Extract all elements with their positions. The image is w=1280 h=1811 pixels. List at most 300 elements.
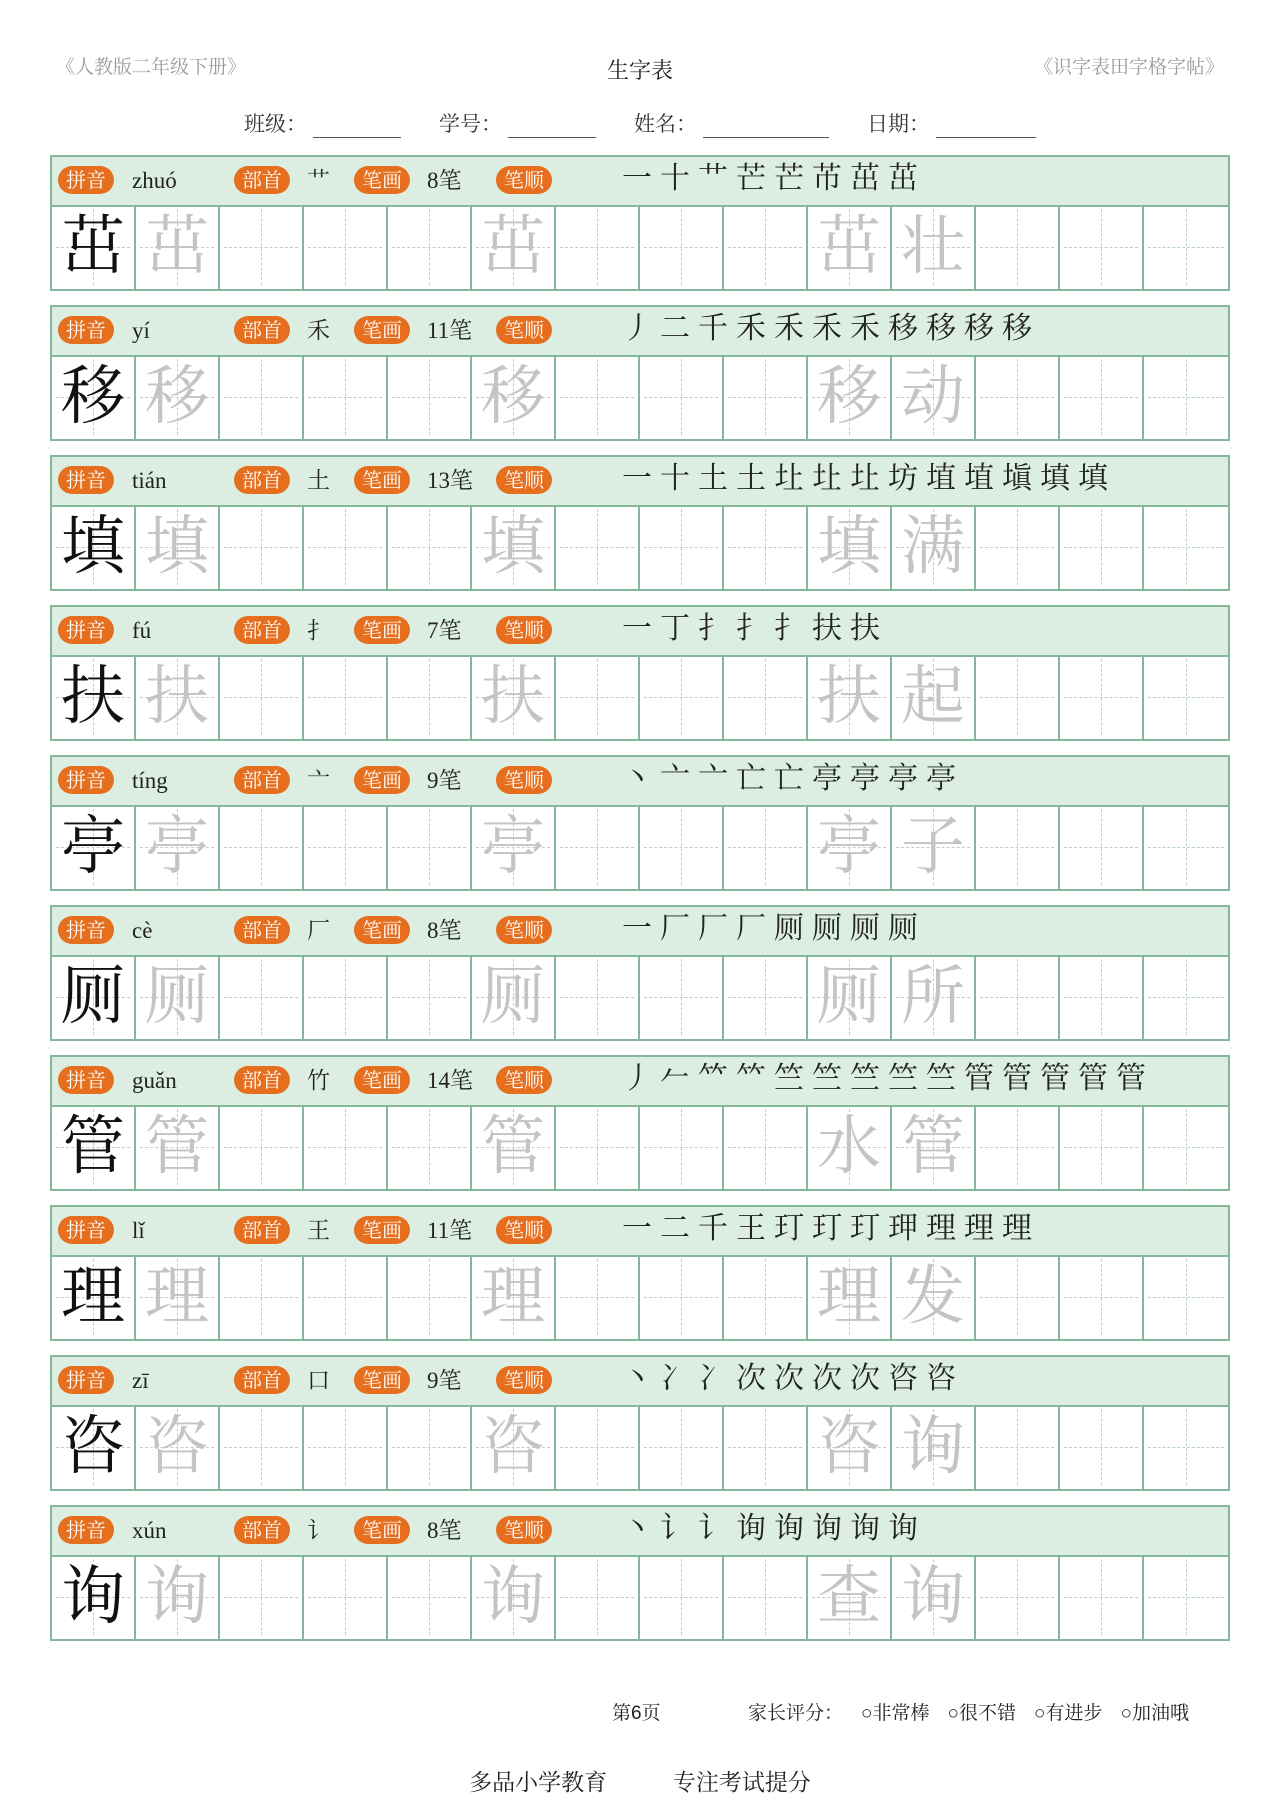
trace-character: 水	[817, 1110, 881, 1184]
practice-cell[interactable]	[388, 805, 472, 889]
strokes-tag: 笔画	[354, 766, 410, 794]
practice-cell[interactable]	[892, 805, 976, 889]
trace-character: 扶	[145, 660, 209, 734]
practice-cell[interactable]	[136, 1405, 220, 1489]
practice-cell[interactable]	[304, 505, 388, 589]
practice-cell[interactable]	[52, 1105, 136, 1189]
practice-cell[interactable]	[1144, 955, 1228, 1039]
trace-character: 发	[901, 1260, 965, 1334]
radical-value: 讠	[307, 1518, 330, 1543]
trace-character: 满	[901, 510, 965, 584]
practice-cell[interactable]	[808, 1405, 892, 1489]
trace-character: 咨	[817, 1410, 881, 1484]
practice-cell[interactable]	[808, 655, 892, 739]
stroke-order-sequence: 丶亠亠亡亡亭亭亭亭	[622, 761, 964, 796]
stroke-order-tag: 笔顺	[496, 166, 552, 194]
strokes-value: 9笔	[427, 768, 462, 793]
practice-cell[interactable]	[808, 355, 892, 439]
character-info-row	[52, 607, 1228, 657]
character-block	[50, 1055, 1230, 1191]
trace-character: 亭	[145, 810, 209, 884]
practice-cell[interactable]	[388, 1555, 472, 1639]
practice-cell[interactable]	[220, 655, 304, 739]
student-number-blank	[508, 115, 596, 138]
trace-character: 询	[901, 1560, 965, 1634]
practice-cell[interactable]	[640, 1105, 724, 1189]
practice-grid	[52, 1105, 1228, 1189]
practice-cell[interactable]	[472, 505, 556, 589]
stroke-order-tag: 笔顺	[496, 1366, 552, 1394]
pinyin-tag: 拼音	[58, 1366, 114, 1394]
trace-character: 所	[901, 960, 965, 1034]
practice-cell[interactable]	[892, 655, 976, 739]
trace-character: 填	[145, 510, 209, 584]
trace-character: 理	[145, 1260, 209, 1334]
pinyin-value: yí	[132, 318, 150, 343]
strokes-tag: 笔画	[354, 1516, 410, 1544]
practice-cell[interactable]	[1144, 1405, 1228, 1489]
practice-cell[interactable]	[304, 1555, 388, 1639]
radical-tag: 部首	[234, 1216, 290, 1244]
stroke-order-tag: 笔顺	[496, 466, 552, 494]
stroke-order-sequence: 丶冫冫次次次次咨咨	[622, 1361, 964, 1396]
name-label: 姓名：	[634, 113, 697, 136]
practice-cell[interactable]	[220, 355, 304, 439]
strokes-tag: 笔画	[354, 166, 410, 194]
practice-cell[interactable]	[136, 355, 220, 439]
practice-cell[interactable]	[52, 1405, 136, 1489]
trace-character: 移	[481, 360, 545, 434]
practice-cell[interactable]	[1060, 1555, 1144, 1639]
practice-cell[interactable]	[724, 655, 808, 739]
practice-cell[interactable]	[976, 355, 1060, 439]
date-label: 日期：	[867, 113, 930, 136]
practice-cell[interactable]	[304, 205, 388, 289]
practice-cell[interactable]	[136, 1255, 220, 1339]
trace-character: 厕	[817, 960, 881, 1034]
practice-cell[interactable]	[724, 355, 808, 439]
strokes-value: 8笔	[427, 168, 462, 193]
practice-cell[interactable]	[640, 655, 724, 739]
practice-cell[interactable]	[52, 955, 136, 1039]
practice-cell[interactable]	[556, 1255, 640, 1339]
practice-cell[interactable]	[976, 205, 1060, 289]
pinyin-value: cè	[132, 918, 153, 943]
practice-cell[interactable]	[388, 1405, 472, 1489]
practice-cell[interactable]	[472, 955, 556, 1039]
practice-cell[interactable]	[892, 1555, 976, 1639]
practice-cell[interactable]	[724, 205, 808, 289]
practice-cell[interactable]	[136, 1555, 220, 1639]
radical-tag: 部首	[234, 166, 290, 194]
practice-grid	[52, 655, 1228, 739]
practice-cell[interactable]	[1060, 1405, 1144, 1489]
practice-cell[interactable]	[1060, 355, 1144, 439]
practice-cell[interactable]	[1144, 655, 1228, 739]
radical-value: 竹	[307, 1068, 330, 1093]
radical-value: 口	[307, 1368, 330, 1393]
trace-character: 咨	[481, 1410, 545, 1484]
strokes-value: 14笔	[427, 1068, 473, 1093]
radical-value: 亠	[307, 768, 330, 793]
practice-cell[interactable]	[892, 1105, 976, 1189]
practice-cell[interactable]	[52, 505, 136, 589]
character-info-row	[52, 907, 1228, 957]
practice-cell[interactable]	[892, 505, 976, 589]
trace-character: 理	[481, 1260, 545, 1334]
character-info-row	[52, 307, 1228, 357]
practice-cell[interactable]	[724, 1555, 808, 1639]
practice-cell[interactable]	[892, 1405, 976, 1489]
practice-cell[interactable]	[976, 1405, 1060, 1489]
practice-cell[interactable]	[892, 955, 976, 1039]
character-block	[50, 305, 1230, 441]
radical-tag: 部首	[234, 766, 290, 794]
practice-cell[interactable]	[556, 1105, 640, 1189]
practice-cell[interactable]	[136, 205, 220, 289]
practice-cell[interactable]	[304, 655, 388, 739]
character-block	[50, 155, 1230, 291]
model-character: 填	[61, 510, 125, 584]
practice-cell[interactable]	[976, 505, 1060, 589]
pinyin-value: guǎn	[132, 1068, 177, 1093]
practice-cell[interactable]	[640, 1405, 724, 1489]
stroke-order-tag: 笔顺	[496, 766, 552, 794]
trace-character: 起	[901, 660, 965, 734]
trace-character: 子	[901, 810, 965, 884]
trace-character: 询	[145, 1560, 209, 1634]
model-character: 理	[61, 1260, 125, 1334]
character-info-row	[52, 157, 1228, 207]
practice-cell[interactable]	[976, 1105, 1060, 1189]
practice-cell[interactable]	[388, 655, 472, 739]
practice-cell[interactable]	[220, 1555, 304, 1639]
strokes-value: 11笔	[427, 1218, 473, 1243]
practice-cell[interactable]	[388, 1255, 472, 1339]
practice-cell[interactable]	[1144, 505, 1228, 589]
stroke-order-sequence: 丿𠂉𥫗𥫗竺竺竺竺竺管管管管管	[622, 1061, 1154, 1096]
radical-tag: 部首	[234, 1366, 290, 1394]
pinyin-tag: 拼音	[58, 466, 114, 494]
practice-cell[interactable]	[52, 355, 136, 439]
practice-cell[interactable]	[1060, 1105, 1144, 1189]
practice-cell[interactable]	[304, 355, 388, 439]
practice-cell[interactable]	[724, 1105, 808, 1189]
practice-cell[interactable]	[136, 805, 220, 889]
character-info-row	[52, 757, 1228, 807]
practice-grid	[52, 1555, 1228, 1639]
practice-cell[interactable]	[724, 1255, 808, 1339]
practice-cell[interactable]	[388, 205, 472, 289]
name-field	[634, 108, 829, 138]
practice-cell[interactable]	[52, 205, 136, 289]
pinyin-value: xún	[132, 1518, 167, 1543]
model-character: 咨	[61, 1410, 125, 1484]
practice-cell[interactable]	[220, 1405, 304, 1489]
practice-cell[interactable]	[472, 1105, 556, 1189]
practice-cell[interactable]	[556, 355, 640, 439]
practice-cell[interactable]	[52, 1255, 136, 1339]
practice-cell[interactable]	[808, 1105, 892, 1189]
practice-cell[interactable]	[304, 1405, 388, 1489]
practice-cell[interactable]	[388, 1105, 472, 1189]
trace-character: 厕	[481, 960, 545, 1034]
trace-character: 理	[817, 1260, 881, 1334]
footer-brand	[0, 1764, 1280, 1797]
practice-cell[interactable]	[808, 205, 892, 289]
trace-character: 茁	[817, 210, 881, 284]
stroke-order-tag: 笔顺	[496, 316, 552, 344]
trace-character: 移	[817, 360, 881, 434]
practice-cell[interactable]	[556, 1555, 640, 1639]
practice-cell[interactable]	[724, 1405, 808, 1489]
practice-cell[interactable]	[1060, 805, 1144, 889]
character-info-row	[52, 1357, 1228, 1407]
practice-grid	[52, 955, 1228, 1039]
character-block	[50, 905, 1230, 1041]
stroke-order-sequence: 一十土土圵圵圵坊埴埴塡填填	[622, 461, 1116, 496]
practice-cell[interactable]	[220, 805, 304, 889]
practice-cell[interactable]	[556, 655, 640, 739]
trace-character: 填	[817, 510, 881, 584]
practice-cell[interactable]	[808, 805, 892, 889]
practice-cell[interactable]	[556, 1405, 640, 1489]
practice-cell[interactable]	[1144, 1105, 1228, 1189]
rating-option-keep-going[interactable]: ○加油哦	[1120, 1703, 1189, 1724]
strokes-value: 8笔	[427, 918, 462, 943]
pinyin-tag: 拼音	[58, 1516, 114, 1544]
radical-tag: 部首	[234, 916, 290, 944]
stroke-order-sequence: 一丁扌扌扌扶扶	[622, 611, 888, 646]
practice-cell[interactable]	[892, 355, 976, 439]
page-title: 生字表	[606, 58, 673, 83]
date-blank	[936, 115, 1036, 138]
trace-character: 查	[817, 1560, 881, 1634]
trace-character: 茁	[145, 210, 209, 284]
strokes-value: 7笔	[427, 618, 462, 643]
practice-cell[interactable]	[220, 955, 304, 1039]
practice-cell[interactable]	[304, 805, 388, 889]
strokes-tag: 笔画	[354, 466, 410, 494]
pinyin-tag: 拼音	[58, 916, 114, 944]
practice-cell[interactable]	[220, 1255, 304, 1339]
practice-grid	[52, 1405, 1228, 1489]
practice-cell[interactable]	[472, 1555, 556, 1639]
practice-cell[interactable]	[136, 955, 220, 1039]
trace-character: 填	[481, 510, 545, 584]
stroke-order-tag: 笔顺	[496, 1216, 552, 1244]
brand-name: 多品小学教育	[469, 1770, 608, 1795]
practice-cell[interactable]	[976, 955, 1060, 1039]
rating-option-improving[interactable]: ○有进步	[1033, 1703, 1103, 1724]
practice-cell[interactable]	[220, 505, 304, 589]
trace-character: 茁	[481, 210, 545, 284]
model-character: 扶	[61, 660, 125, 734]
radical-value: 王	[307, 1218, 330, 1243]
practice-grid	[52, 355, 1228, 439]
practice-cell[interactable]	[388, 955, 472, 1039]
practice-cell[interactable]	[472, 1255, 556, 1339]
practice-cell[interactable]	[808, 505, 892, 589]
trace-character: 扶	[817, 660, 881, 734]
practice-cell[interactable]	[976, 655, 1060, 739]
character-block	[50, 755, 1230, 891]
trace-character: 壮	[901, 210, 965, 284]
trace-character: 移	[145, 360, 209, 434]
trace-character: 管	[481, 1110, 545, 1184]
practice-cell[interactable]	[472, 805, 556, 889]
header-left-text: 《人教版二年级下册》	[56, 57, 247, 78]
practice-cell[interactable]	[388, 505, 472, 589]
practice-cell[interactable]	[472, 655, 556, 739]
character-block	[50, 605, 1230, 741]
character-block	[50, 1205, 1230, 1341]
name-blank	[703, 115, 829, 138]
practice-cell[interactable]	[1144, 1555, 1228, 1639]
practice-cell[interactable]	[304, 1255, 388, 1339]
practice-cell[interactable]	[808, 1555, 892, 1639]
practice-cell[interactable]	[472, 205, 556, 289]
radical-tag: 部首	[234, 466, 290, 494]
rating-label: 家长评分：	[748, 1703, 844, 1724]
radical-value: 厂	[307, 918, 330, 943]
trace-character: 厕	[145, 960, 209, 1034]
practice-cell[interactable]	[1144, 805, 1228, 889]
strokes-tag: 笔画	[354, 616, 410, 644]
strokes-tag: 笔画	[354, 316, 410, 344]
practice-cell[interactable]	[304, 955, 388, 1039]
class-label: 班级：	[244, 113, 307, 136]
stroke-order-tag: 笔顺	[496, 1516, 552, 1544]
class-blank	[313, 115, 401, 138]
trace-character: 咨	[145, 1410, 209, 1484]
practice-cell[interactable]	[556, 205, 640, 289]
stroke-order-sequence: 一十艹芒芒芇茁茁	[622, 161, 926, 196]
practice-cell[interactable]	[640, 1255, 724, 1339]
radical-value: 扌	[307, 618, 330, 643]
practice-grid	[52, 505, 1228, 589]
trace-character: 亭	[817, 810, 881, 884]
practice-cell[interactable]	[808, 1255, 892, 1339]
practice-cell[interactable]	[136, 505, 220, 589]
practice-cell[interactable]	[640, 505, 724, 589]
practice-cell[interactable]	[220, 205, 304, 289]
header-right-text: 《识字表田字格字帖》	[1033, 57, 1224, 78]
practice-cell[interactable]	[220, 1105, 304, 1189]
practice-cell[interactable]	[1060, 955, 1144, 1039]
practice-cell[interactable]	[556, 505, 640, 589]
strokes-value: 9笔	[427, 1368, 462, 1393]
practice-cell[interactable]	[976, 805, 1060, 889]
practice-cell[interactable]	[724, 505, 808, 589]
practice-grid	[52, 1255, 1228, 1339]
practice-cell[interactable]	[640, 355, 724, 439]
practice-cell[interactable]	[640, 205, 724, 289]
pinyin-tag: 拼音	[58, 1066, 114, 1094]
practice-cell[interactable]	[640, 805, 724, 889]
practice-cell[interactable]	[640, 1555, 724, 1639]
practice-cell[interactable]	[556, 805, 640, 889]
character-info-row	[52, 1207, 1228, 1257]
strokes-value: 11笔	[427, 318, 473, 343]
trace-character: 管	[901, 1110, 965, 1184]
radical-value: 禾	[307, 318, 330, 343]
rating-option-good[interactable]: ○很不错	[947, 1703, 1016, 1724]
practice-cell[interactable]	[892, 1255, 976, 1339]
character-info-row	[52, 1057, 1228, 1107]
radical-tag: 部首	[234, 316, 290, 344]
stroke-order-sequence: 一二千王玎玎玎玾理理理	[622, 1211, 1040, 1246]
practice-cell[interactable]	[556, 955, 640, 1039]
practice-cell[interactable]	[724, 805, 808, 889]
practice-cell[interactable]	[388, 355, 472, 439]
practice-cell[interactable]	[52, 655, 136, 739]
practice-cell[interactable]	[808, 955, 892, 1039]
student-info-fields	[0, 108, 1280, 138]
radical-tag: 部首	[234, 1066, 290, 1094]
practice-cell[interactable]	[1060, 655, 1144, 739]
character-block	[50, 1505, 1230, 1641]
practice-cell[interactable]	[304, 1105, 388, 1189]
stroke-order-tag: 笔顺	[496, 616, 552, 644]
practice-cell[interactable]	[472, 355, 556, 439]
model-character: 管	[61, 1110, 125, 1184]
pinyin-value: tíng	[132, 768, 168, 793]
page-number: 第6页	[612, 1703, 661, 1724]
practice-cell[interactable]	[1144, 1255, 1228, 1339]
trace-character: 管	[145, 1110, 209, 1184]
strokes-tag: 笔画	[354, 1216, 410, 1244]
pinyin-tag: 拼音	[58, 316, 114, 344]
practice-cell[interactable]	[640, 955, 724, 1039]
practice-cell[interactable]	[136, 1105, 220, 1189]
stroke-order-sequence: 一厂厂厂厕厕厕厕	[622, 911, 926, 946]
pinyin-value: zhuó	[132, 168, 177, 193]
practice-cell[interactable]	[976, 1555, 1060, 1639]
radical-value: 土	[307, 468, 330, 493]
practice-cell[interactable]	[472, 1405, 556, 1489]
strokes-tag: 笔画	[354, 916, 410, 944]
practice-cell[interactable]	[1060, 1255, 1144, 1339]
practice-cell[interactable]	[52, 805, 136, 889]
practice-cell[interactable]	[1144, 355, 1228, 439]
pinyin-tag: 拼音	[58, 616, 114, 644]
radical-tag: 部首	[234, 616, 290, 644]
trace-character: 动	[901, 360, 965, 434]
pinyin-tag: 拼音	[58, 766, 114, 794]
strokes-value: 8笔	[427, 1518, 462, 1543]
practice-cell[interactable]	[892, 205, 976, 289]
practice-cell[interactable]	[52, 1555, 136, 1639]
practice-cell[interactable]	[136, 655, 220, 739]
pinyin-value: zī	[132, 1368, 149, 1393]
student-number-field	[439, 108, 596, 138]
strokes-tag: 笔画	[354, 1366, 410, 1394]
radical-value: 艹	[307, 168, 330, 193]
practice-cell[interactable]	[1060, 205, 1144, 289]
practice-cell[interactable]	[724, 955, 808, 1039]
model-character: 亭	[61, 810, 125, 884]
pinyin-tag: 拼音	[58, 166, 114, 194]
practice-cell[interactable]	[976, 1255, 1060, 1339]
trace-character: 询	[901, 1410, 965, 1484]
character-info-row	[52, 1507, 1228, 1557]
character-info-row	[52, 457, 1228, 507]
practice-cell[interactable]	[1144, 205, 1228, 289]
pinyin-value: tián	[132, 468, 167, 493]
rating-option-excellent[interactable]: ○非常棒	[861, 1703, 930, 1724]
practice-cell[interactable]	[1060, 505, 1144, 589]
